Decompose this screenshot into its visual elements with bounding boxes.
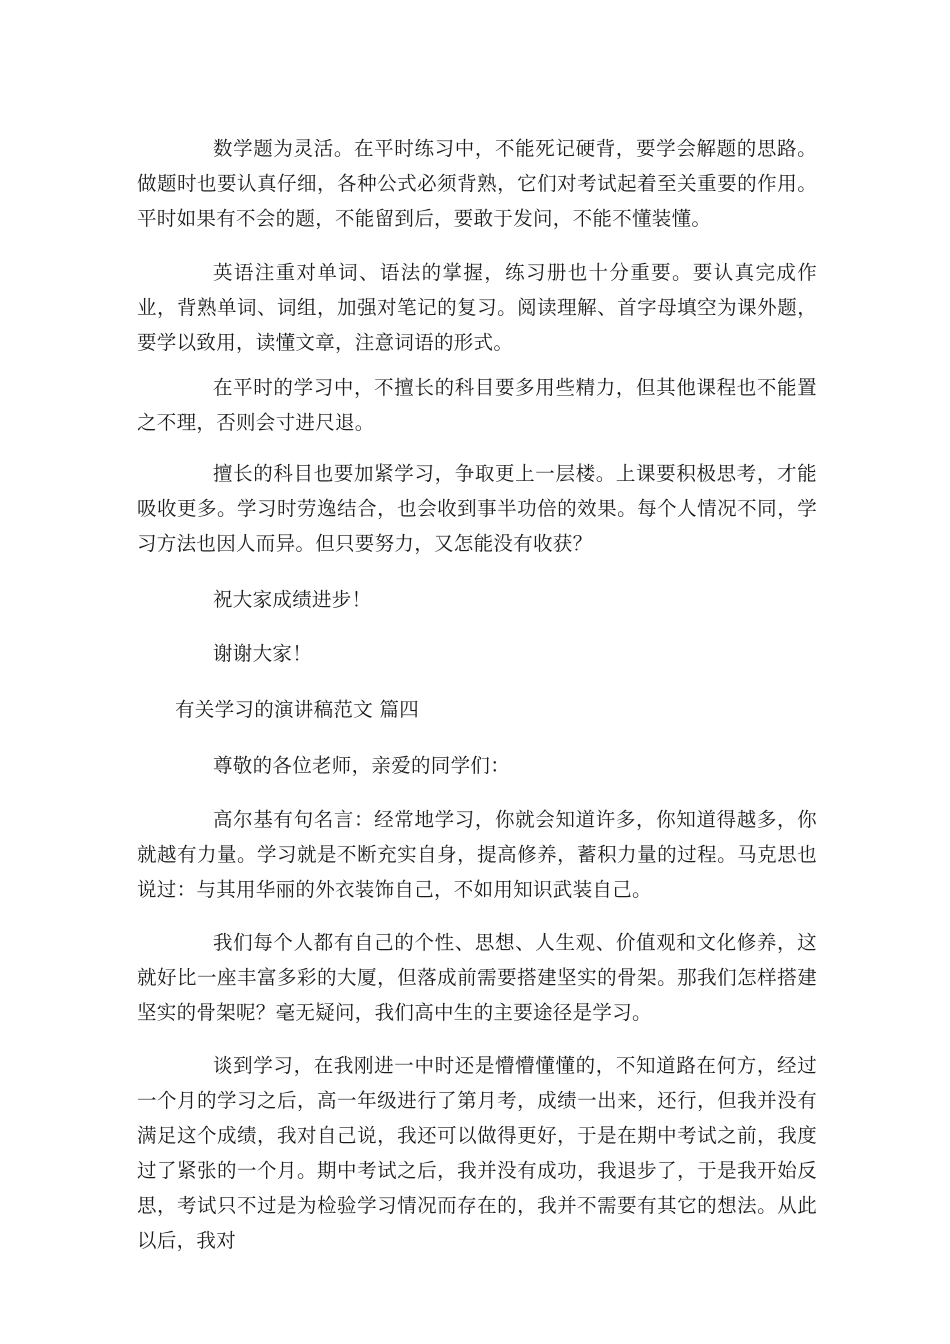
paragraph-building-metaphor: 我们每个人都有自己的个性、思想、人生观、价值观和文化修养，这就好比一座丰富多彩的大厦，但落成前需要搭建坚实的骨架。那我们怎样搭建坚实的骨架呢？毫无疑问，我们高中生的主要途径是学习。 xyxy=(137,931,817,1024)
paragraph-math: 数学题为灵活。在平时练习中，不能死记硬背，要学会解题的思路。做题时也要认真仔细，各种公式必须背熟，它们对考试起着至关重要的作用。平时如果有不会的题，不能留到后，要敢于发问，不能不懂装懂。 xyxy=(137,137,817,230)
paragraph-thanks: 谢谢大家！ xyxy=(213,642,313,665)
paragraph-gorky-quote: 高尔基有句名言：经常地学习，你就会知道许多，你知道得越多，你就越有力量。学习就是不断充实自身，提高修养，蓄积力量的过程。马克思也说过：与其用华丽的外衣装饰自己，不如用知识武装自己。 xyxy=(137,808,817,901)
paragraph-greeting: 尊敬的各位老师，亲爱的同学们： xyxy=(213,754,511,777)
paragraph-strong-subjects: 擅长的科目也要加紧学习，争取更上一层楼。上课要积极思考，才能吸收更多。学习时劳逸结合，也会收到事半功倍的效果。每个人情况不同，学习方法也因人而异。但只要努力，又怎能没有收获？ xyxy=(137,462,817,555)
paragraph-english: 英语注重对单词、语法的掌握，练习册也十分重要。要认真完成作业，背熟单词、词组，加强对笔记的复习。阅读理解、首字母填空为课外题，要学以致用，读懂文章，注意词语的形式。 xyxy=(137,261,817,354)
paragraph-wish: 祝大家成绩进步！ xyxy=(213,588,372,611)
paragraph-weak-subjects: 在平时的学习中，不擅长的科目要多用些精力，但其他课程也不能置之不理，否则会寸进尺退。 xyxy=(137,376,817,434)
section-heading: 有关学习的演讲稿范文 篇四 xyxy=(175,698,420,721)
paragraph-personal-story: 谈到学习，在我刚进一中时还是懵懵懂懂的，不知道路在何方，经过一个月的学习之后，高一年级进行了第月考，成绩一出来，还行，但我并没有满足这个成绩，我对自己说，我还可以做得更好，于是在期中考试之前，我度过了紧张的一个月。期中考试之后，我并没有成功，我退步了，于是我开始反思，考试只不过是为检验学习情况而存在的，我并不需要有其它的想法。从此以后，我对 xyxy=(137,1054,817,1252)
